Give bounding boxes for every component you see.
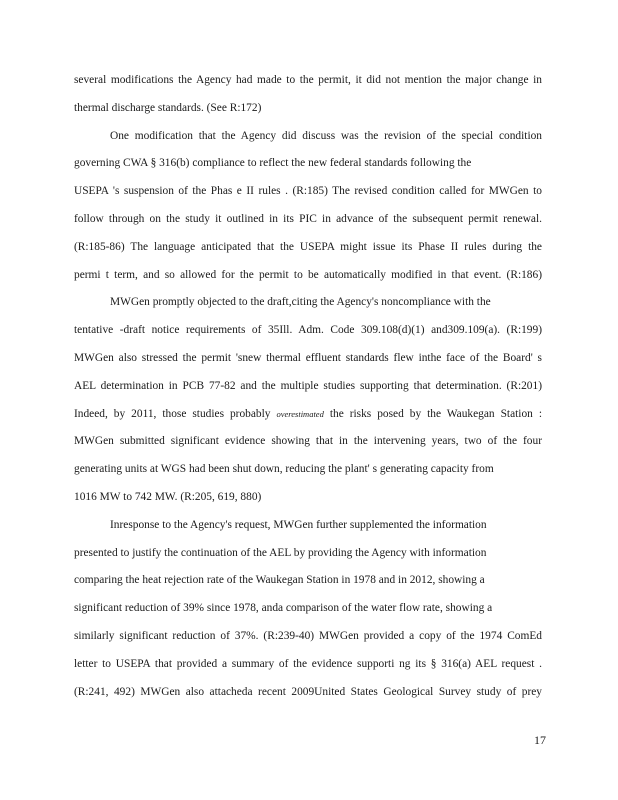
- text-line: comparing the heat rejection rate of the Waukegan Station in 1978 and in 2012, showing a: [74, 574, 485, 587]
- text-line: MWGen promptly objected to the draft,citing the Agency's noncompliance with the: [110, 296, 491, 309]
- text-line: letter to USEPA that provided a summary of the evidence supporti ng its § 316(a) AEL request .: [74, 657, 542, 670]
- text-line: 1016 MW to 742 MW. (R:205, 619, 880): [74, 490, 262, 503]
- text-line: generating units at WGS had been shut down, reducing the plant' s generating capacity from: [74, 463, 494, 476]
- page-number: 17: [534, 733, 546, 747]
- text-line: (R:241, 492) MWGen also attacheda recent 2009United States Geological Survey study of prey: [74, 685, 542, 698]
- text-line: significant reduction of 39% since 1978, anda comparison of the water flow rate, showing a: [74, 602, 493, 615]
- text-fragment: Indeed, by 2011, those studies probably: [74, 407, 271, 420]
- text-line: presented to justify the continuation of the AEL by providing the Agency with information: [74, 546, 487, 559]
- text-line: AEL determination in PCB 77-82 and the multiple studies supporting that determination. (R:201): [74, 379, 542, 392]
- text-fragment: the risks posed by the Waukegan Station :: [329, 407, 542, 420]
- text-line: similarly significant reduction of 37%. (R:239-40) MWGen provided a copy of the 1974 ComEd: [74, 629, 542, 642]
- text-line: MWGen also stressed the permit 'snew thermal effluent standards flew inthe face of the Board' s: [74, 351, 542, 364]
- body-text: [74, 67, 542, 706]
- text-line: several modifications the Agency had made to the permit, it did not mention the major change in: [74, 74, 542, 86]
- text-line: One modification that the Agency did discuss was the revision of the special condition: [110, 129, 542, 142]
- text-line: thermal discharge standards. (See R:172): [74, 101, 262, 114]
- text-line: MWGen submitted significant evidence showing that in the intervening years, two of the four: [74, 435, 542, 448]
- text-line: permi t term, and so allowed for the permit to be automatically modified in that event. (R:186): [74, 268, 542, 281]
- text-line: tentative -draft notice requirements of 35Ill. Adm. Code 309.108(d)(1) and309.109(a). (R:199): [74, 324, 542, 337]
- emphasized-word: overestimated: [276, 408, 324, 419]
- text-line: Inresponse to the Agency's request, MWGen further supplemented the information: [110, 518, 487, 531]
- text-line: governing CWA § 316(b) compliance to reflect the new federal standards following the: [74, 157, 472, 170]
- text-line: USEPA 's suspension of the Phas e II rules . (R:185) The revised condition called for MWGen to: [74, 185, 542, 198]
- text-line: [74, 401, 542, 429]
- text-line: (R:185-86) The language anticipated that the USEPA might issue its Phase II rules during the: [74, 240, 542, 253]
- text-line: follow through on the study it outlined in its PIC in advance of the subsequent permit renewal.: [74, 212, 542, 225]
